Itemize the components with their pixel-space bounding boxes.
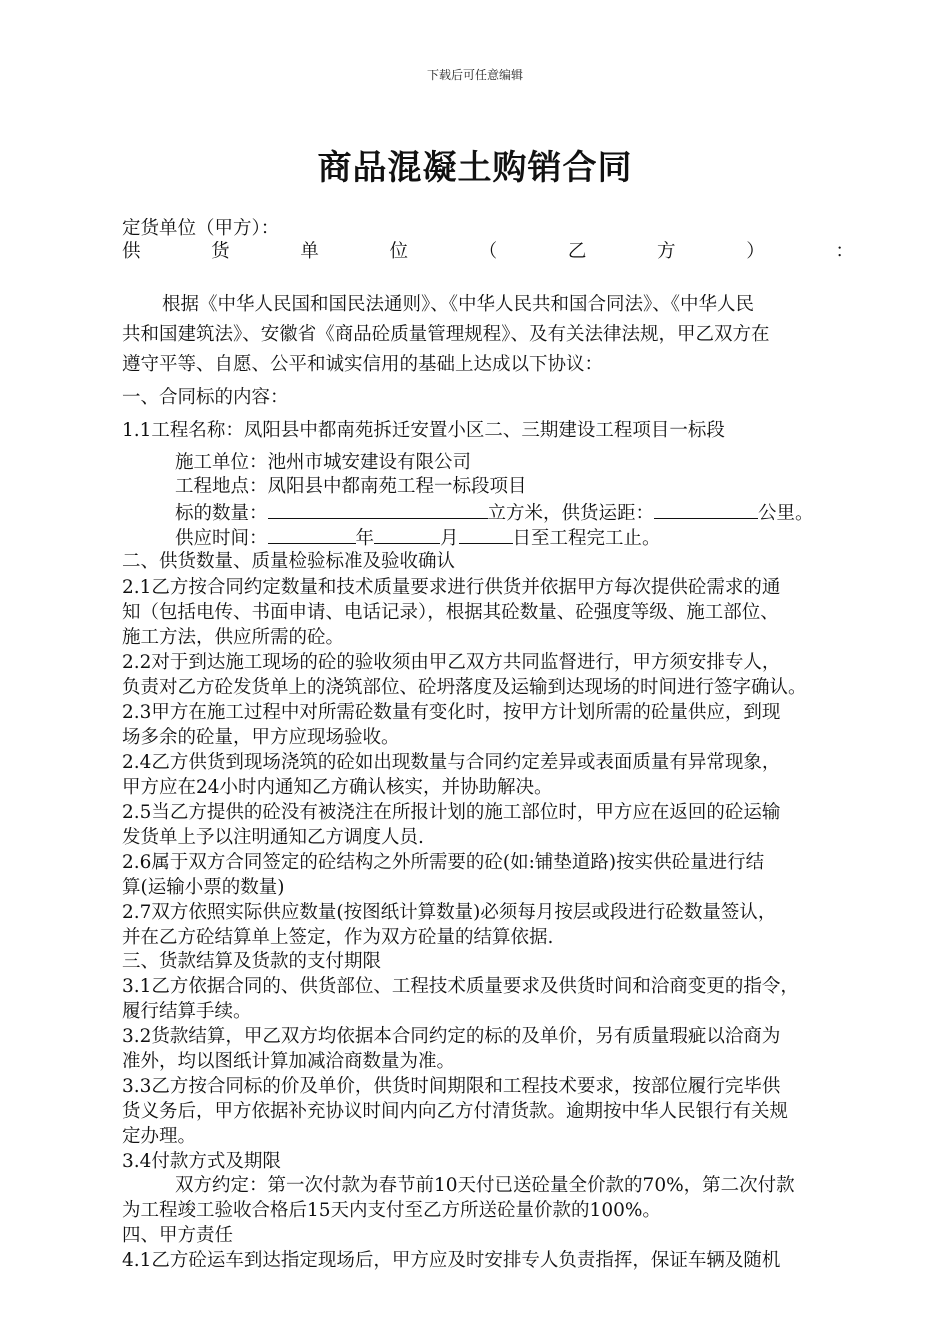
intro-line: 根据《中华人民国和国民法通则》、《中华人民共和国合同法》、《中华人民 [162,294,755,315]
intro-line: 共和国建筑法》、安徽省《商品砼质量管理规程》、及有关法律法规，甲乙双方在 [122,324,770,345]
clause-line: 3.2货款结算，甲乙双方均依据本合同约定的标的及单价，另有质量瑕疵以洽商为 [122,1026,781,1047]
party-b-char: 乙 [567,241,587,262]
quantity-unit: 立方米，供货运距： [487,503,655,524]
location-line: 工程地点：凤阳县中都南苑工程一标段项目 [175,476,527,497]
party-b-char: 位 [389,241,409,262]
page-title: 商品混凝土购销合同 [317,148,633,188]
section-heading: 一、合同标的内容： [122,387,289,408]
clause-line: 2.5当乙方提供的砼没有被浇注在所报计划的施工部位时，甲方应在返回的砼运输 [122,802,781,823]
clause-line: 并在乙方砼结算单上签定，作为双方砼量的结算依据. [122,927,554,948]
party-b-char: 货 [211,241,230,262]
clause-line: 3.3乙方按合同标的价及单价，供货时间期限和工程技术要求，按部位履行完毕供 [122,1076,781,1097]
party-b-char: ： [835,241,854,262]
party-b-char: 方 [657,241,676,262]
party-b-char: ） [746,241,765,262]
section-heading: 二、供货数量、质量检验标准及验收确认 [122,551,456,572]
clause-line: 甲方应在24小时内通知乙方确认核实，并协助解决。 [122,777,553,798]
clause-line: 负责对乙方砼发货单上的浇筑部位、砼坍落度及运输到达现场的时间进行签字确认。 [122,677,807,698]
clause-line: 4.1乙方砼运车到达指定现场后，甲方应及时安排专人负责指挥，保证车辆及随机 [122,1250,781,1271]
distance-unit: 公里。 [758,503,814,524]
clause-line: 履行结算手续。 [122,1001,252,1022]
clause-line: 货义务后，甲方依据补充协议时间内向乙方付清货款。逾期按中华人民银行有关规 [122,1101,789,1122]
clause-line: 3.4付款方式及期限 [122,1151,281,1172]
month-label: 月 [440,528,459,549]
intro-line: 遵守平等、自愿、公平和诚实信用的基础上达成以下协议： [122,354,604,375]
party-a-line: 定货单位（甲方）： [122,218,280,239]
section-heading: 三、货款结算及货款的支付期限 [122,951,382,972]
clause-line: 2.1乙方按合同约定数量和技术质量要求进行供货并依据甲方每次提供砼需求的通 [122,577,781,598]
supply-time-end: 日至工程完工止。 [512,528,661,549]
party-b-char: （ [478,241,498,262]
clause-line: 知（包括电传、书面申请、电话记录），根据其砼数量、砼强度等级、施工部位、 [122,602,779,623]
supply-time-line [175,525,661,551]
day-blank[interactable] [459,525,513,544]
payment-line: 双方约定：第一次付款为春节前10天付已送砼量全价款的70%，第二次付款 [175,1175,795,1196]
quantity-line [175,500,814,526]
clause-line: 场多余的砼量，甲方应现场验收。 [122,727,400,748]
quantity-blank[interactable] [268,500,488,519]
year-blank[interactable] [268,525,356,544]
header-note: 下载后可任意编辑 [426,68,523,82]
section-heading: 四、甲方责任 [122,1225,234,1246]
party-b-char: 供 [122,241,141,262]
clause-line: 3.1乙方依据合同的、供货部位、工程技术质量要求及供货时间和洽商变更的指令， [122,976,799,997]
month-blank[interactable] [374,525,440,544]
party-b-line [122,240,854,264]
clause-line: 算(运输小票的数量) [122,877,285,898]
supply-time-label: 供应时间： [175,528,268,549]
payment-line: 为工程竣工验收合格后15天内支付至乙方所送砼量价款的100%。 [122,1200,661,1221]
clause-line: 准外，均以图纸计算加减洽商数量为准。 [122,1051,456,1072]
year-label: 年 [355,528,375,549]
clause-line: 2.3甲方在施工过程中对所需砼数量有变化时，按甲方计划所需的砼量供应，到现 [122,702,781,723]
clause-line: 定办理。 [122,1126,197,1147]
contractor-line: 施工单位：池州市城安建设有限公司 [175,452,472,473]
clause-line: 施工方法，供应所需的砼。 [122,627,345,648]
clause-line: 2.6属于双方合同签定的砼结构之外所需要的砼(如:铺垫道路)按实供砼量进行结 [122,852,765,873]
party-b-char: 单 [300,241,319,262]
quantity-label: 标的数量： [175,503,268,524]
project-name-line: 1.1工程名称：凤阳县中都南苑拆迁安置小区二、三期建设工程项目一标段 [122,420,725,441]
clause-line: 2.2对于到达施工现场的砼的验收须由甲乙双方共同监督进行，甲方须安排专人， [122,652,781,673]
clause-line: 发货单上予以注明通知乙方调度人员. [122,827,424,848]
clause-line: 2.4乙方供货到现场浇筑的砼如出现数量与合同约定差异或表面质量有异常现象， [122,752,781,773]
clause-line: 2.7双方依照实际供应数量(按图纸计算数量)必须每月按层或段进行砼数量签认， [122,902,777,923]
distance-blank[interactable] [654,500,758,519]
